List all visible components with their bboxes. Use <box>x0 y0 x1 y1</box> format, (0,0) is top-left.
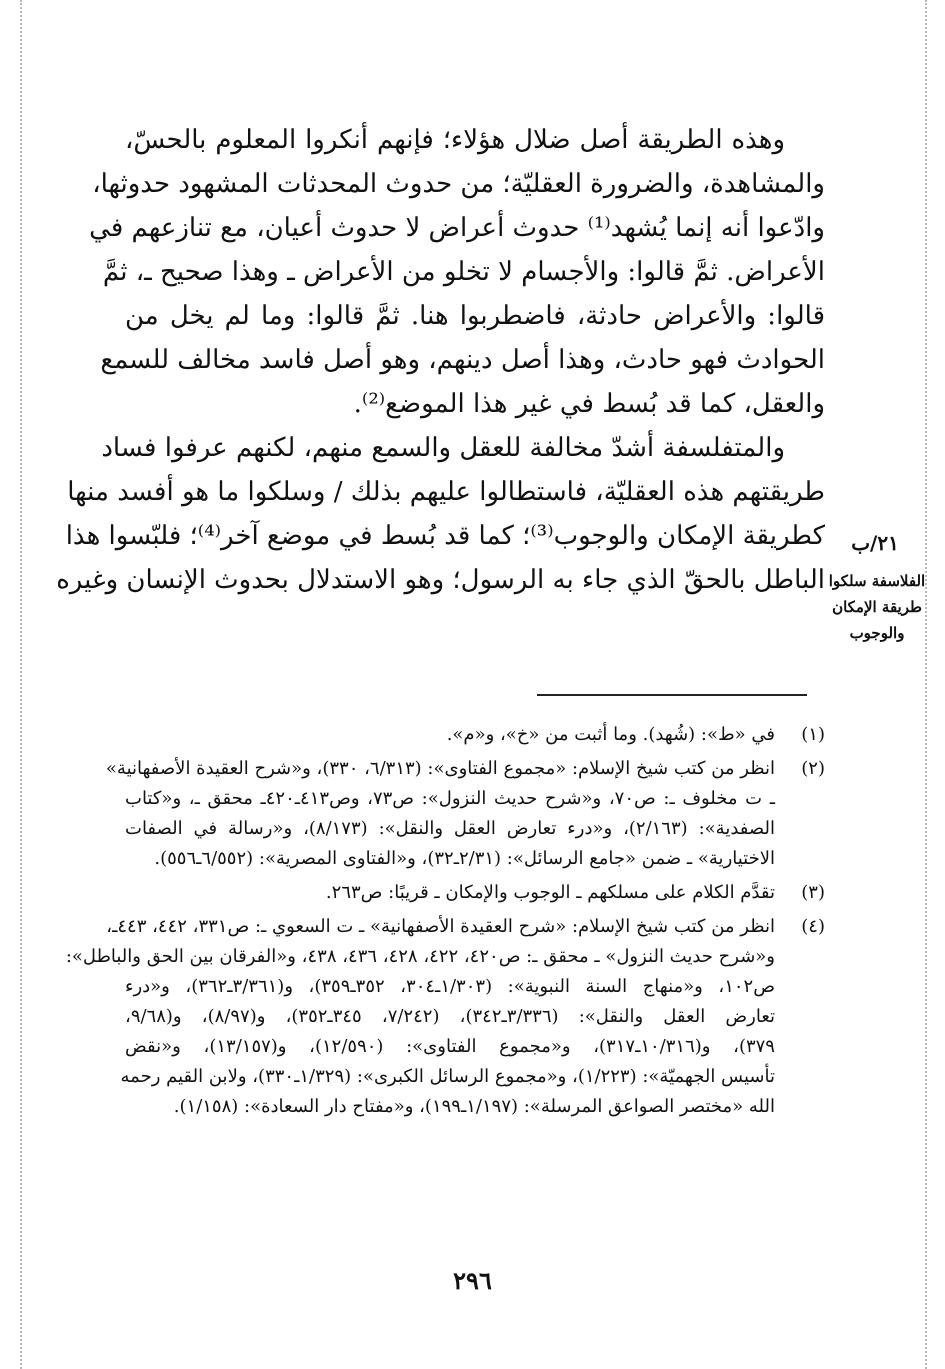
footnote <box>105 754 825 874</box>
footnote-number: (١) <box>801 724 825 745</box>
footnote-line: و«شرح حديث النزول» ـ محقق ـ: ص٤٢٠، ٤٢٢، ٤٢٨، ٤٣٦، ٤٣٨، و«الفرقان بين الحق والباطل»: <box>65 946 775 967</box>
footnote-number: (٣) <box>801 882 825 903</box>
footnote-line: انظر من كتب شيخ الإسلام: «مجموع الفتاوى»: (٦/٣١٣، ٣٣٠)، و«شرح العقيدة الأصفهانية» <box>105 758 775 779</box>
footnote-line: الله «مختصر الصواعق المرسلة»: (١/١٩٧ـ١٩٩)، و«مفتاح دار السعادة»: (١/١٥٨). <box>173 1096 775 1117</box>
main-text-line: وادّعوا أنه إنما يُشهد⁽¹⁾ حدوث أعراض لا حدوث أعيان، مع تنازعهم في <box>89 213 825 243</box>
footnotes-block <box>65 720 825 1126</box>
main-text-line: الأعراض. ثمَّ قالوا: والأجسام لا تخلو من الأعراض ـ وهذا صحيح ـ، ثمَّ <box>102 257 825 287</box>
main-text-line: كطريقة الإمكان والوجوب⁽³⁾؛ كما قد بُسط في موضع آخر⁽⁴⁾؛ فلبّسوا هذا <box>65 521 825 551</box>
main-text-block <box>56 118 825 602</box>
manuscript-folio-marker: ٢١/ب <box>851 531 899 555</box>
footnote-number: (٤) <box>801 916 825 937</box>
footnote <box>125 878 825 908</box>
footnote-line: الصفدية»: (٢/١٦٣)، و«درء تعارض العقل والنقل»: (٨/١٧٣)، و«رسالة في الصفات <box>125 818 775 839</box>
main-text-line: الباطل بالحقّ الذي جاء به الرسول؛ وهو الاستدلال بحدوث الإنسان وغيره <box>56 565 825 595</box>
footnote-line: تعارض العقل والنقل»: (٣/٣٣٦ـ٣٤٢)، (٧/٢٤٢، ٣٤٥ـ٣٥٢)، و(٨/٩٧)، و(٩/٦٨، <box>125 1006 776 1027</box>
margin-topic-note: الفلاسفة سلكوا طريقة الإمكان والوجوب <box>828 572 926 642</box>
main-text-line: طريقتهم هذه العقليّة، فاستطالوا عليهم بذلك / وسلكوا ما هو أفسد منها <box>67 477 825 507</box>
page-number: ٢٩٦ <box>453 1266 492 1295</box>
main-text-line: والمتفلسفة أشدّ مخالفة للعقل والسمع منهم، لكنهم عرفوا فساد <box>101 433 785 463</box>
footnote-line: ـ ت مخلوف ـ: ص٧٠، و«شرح حديث النزول»: ص٧٣، وص٤١٣ـ٤٢٠ـ محقق ـ، و«كتاب <box>125 788 775 809</box>
scan-edge-right <box>925 0 927 1369</box>
footnote-line: تأسيس الجهميّة»: (١/٢٢٣)، و«مجموع الرسائل الكبرى»: (١/٣٢٩ـ٣٣٠)، ولابن القيم رحمه <box>120 1066 775 1087</box>
footnote-separator <box>537 694 807 696</box>
main-text-line: قالوا: والأعراض حادثة، فاضطربوا هنا. ثمَّ قالوا: وما لم يخل من <box>125 301 825 331</box>
footnote-line: ٣٧٩)، و(١٠/٣١٦ـ٣١٧)، و«مجموع الفتاوى»: (١٢/٥٩٠)، و(١٣/١٥٧)، و«نقض <box>125 1036 775 1057</box>
footnote-line: الاختيارية» ـ ضمن «جامع الرسائل»: (٢/٣١ـ٣٢)، و«الفتاوى المصرية»: (٦/٥٥٢ـ٥٥٦). <box>154 848 775 869</box>
footnote-number: (٢) <box>801 758 825 779</box>
scan-edge-left <box>20 0 22 1369</box>
main-text-line: والعقل، كما قد بُسط في غير هذا الموضع⁽²⁾. <box>353 389 825 419</box>
footnote <box>65 912 825 1122</box>
footnote <box>125 720 825 750</box>
footnote-line: في «ط»: (شُهد). وما أثبت من «خ»، و«م». <box>446 724 775 745</box>
footnote-line: ص١٠٢، و«منهاج السنة النبوية»: (١/٣٠٣ـ٣٠٤، ٣٥٢ـ٣٥٩)، و(٣/٣٦١ـ٣٦٢)، و«درء <box>125 976 775 997</box>
main-text-line: الحوادث فهو حادث، وهذا أصل دينهم، وهو أصل فاسد مخالف للسمع <box>100 345 825 375</box>
footnote-line: تقدَّم الكلام على مسلكهم ـ الوجوب والإمكان ـ قريبًا: ص٢٦٣. <box>325 882 775 903</box>
main-text-line: والمشاهدة، والضرورة العقليّة؛ من حدوث المحدثات المشهود حدوثها، <box>92 169 825 199</box>
main-text-line: وهذه الطريقة أصل ضلال هؤلاء؛ فإنهم أنكروا المعلوم بالحسّ، <box>125 125 785 155</box>
footnote-line: انظر من كتب شيخ الإسلام: «شرح العقيدة الأصفهانية» ـ ت السعوي ـ: ص٣٣١، ٤٤٢، ٤٤٣ـ، <box>106 916 775 937</box>
